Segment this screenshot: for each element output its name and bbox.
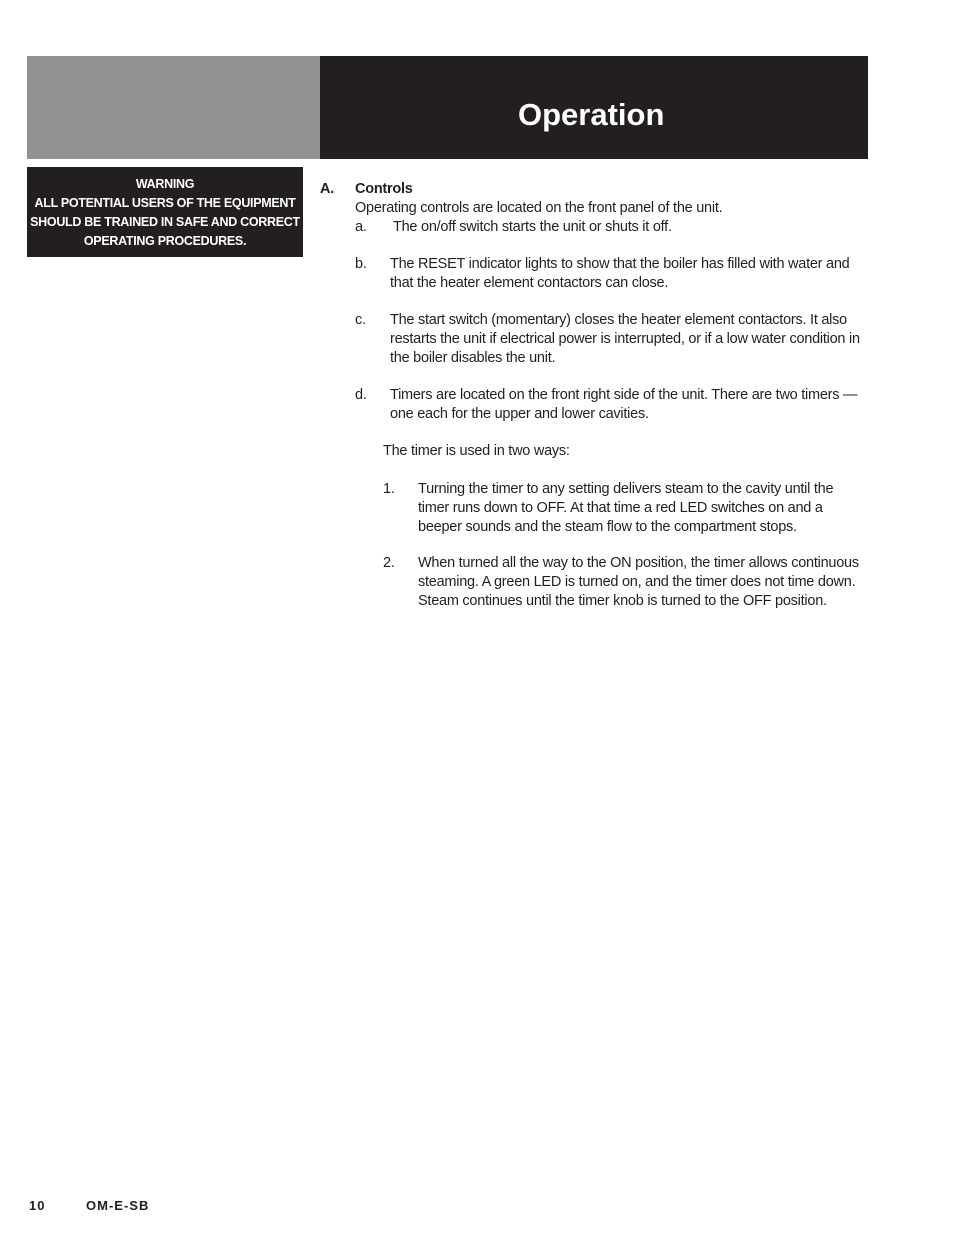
document-code: OM-E-SB [86, 1198, 150, 1213]
list-item-text: The start switch (momentary) closes the heater element contactors. It also restarts the unit if electrical power is interrupted, or if a low water condition in the boiler disables the unit. [390, 312, 860, 366]
section-marker: A. [320, 181, 334, 197]
numbered-item-marker: 2. [383, 555, 395, 571]
timer-intro: The timer is used in two ways: [383, 443, 570, 459]
section-title: Controls [355, 181, 413, 197]
numbered-item-text: When turned all the way to the ON position, the timer allows continuous steaming. A green LED is turned on, and the timer does not time down. Steam continues until the timer knob is turned to the OFF position. [418, 555, 859, 609]
numbered-item-text: Turning the timer to any setting delivers steam to the cavity until the timer runs down to OFF. At that time a red LED switches on and a beeper sounds and the steam flow to the compartment stops. [418, 481, 834, 535]
list-item-text: The on/off switch starts the unit or shuts it off. [393, 219, 672, 235]
warning-line: OPERATING PROCEDURES. [83, 234, 247, 248]
warning-line: SHOULD BE TRAINED IN SAFE AND CORRECT [30, 215, 300, 229]
page-number: 10 [29, 1198, 46, 1213]
numbered-item-marker: 1. [383, 481, 395, 497]
list-item-text: The RESET indicator lights to show that the boiler has filled with water and that the heater element contactors can close. [390, 256, 850, 291]
warning-heading: WARNING [135, 177, 195, 191]
warning-line: ALL POTENTIAL USERS OF THE EQUIPMENT [34, 196, 296, 210]
list-item-marker: d. [355, 387, 367, 403]
list-item-marker: c. [355, 312, 366, 328]
list-item-marker: a. [355, 219, 367, 235]
list-item-marker: b. [355, 256, 367, 272]
section-intro: Operating controls are located on the front panel of the unit. [355, 200, 723, 216]
page-title: Operation [518, 97, 665, 132]
list-item-text: Timers are located on the front right side of the unit. There are two timers — one each for the upper and lower cavities. [390, 387, 858, 422]
